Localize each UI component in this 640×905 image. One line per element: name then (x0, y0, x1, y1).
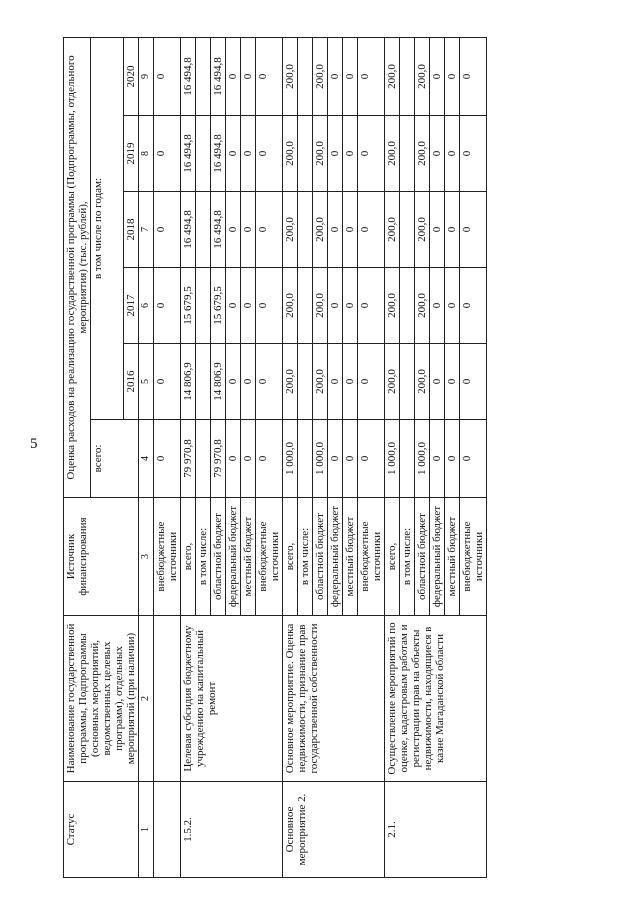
value-cell: 0 (154, 344, 181, 420)
value-cell: 0 (328, 116, 343, 192)
value-cell: 0 (226, 344, 241, 420)
value-cell: 200,0 (283, 344, 298, 420)
status-cell: Основное мероприятие 2. (283, 782, 385, 878)
value-cell: 0 (154, 268, 181, 344)
column-number: 5 (139, 344, 154, 420)
name-cell (154, 616, 181, 782)
carry-over-row (154, 37, 181, 877)
header-year: 2019 (124, 116, 139, 192)
value-cell: 79 970,8 (211, 420, 226, 498)
value-cell: 0 (154, 116, 181, 192)
header-status: Статус (64, 782, 139, 878)
value-cell: 200,0 (415, 344, 430, 420)
value-cell (196, 268, 211, 344)
value-cell: 14 806,9 (181, 344, 196, 420)
column-number-row (139, 37, 154, 877)
value-cell (196, 420, 211, 498)
name-cell: Целевая субсидия бюджетному учреждению на капитальный ремонт (181, 616, 283, 782)
header-year: 2016 (124, 344, 139, 420)
value-cell: 14 806,9 (211, 344, 226, 420)
value-cell: 0 (343, 192, 358, 268)
source-cell: всего, (181, 498, 196, 616)
value-cell: 0 (358, 192, 385, 268)
value-cell: 0 (430, 37, 445, 115)
value-cell: 0 (241, 268, 256, 344)
value-cell: 16 494,8 (181, 116, 196, 192)
value-cell: 0 (154, 37, 181, 115)
value-cell: 0 (460, 116, 487, 192)
value-cell: 0 (328, 420, 343, 498)
value-cell (298, 192, 313, 268)
value-cell: 0 (256, 268, 283, 344)
value-cell: 0 (256, 116, 283, 192)
value-cell: 0 (241, 192, 256, 268)
value-cell: 0 (226, 116, 241, 192)
value-cell: 200,0 (283, 116, 298, 192)
table-row (283, 37, 298, 877)
value-cell: 200,0 (385, 116, 400, 192)
table-row (181, 37, 196, 877)
value-cell: 200,0 (313, 268, 328, 344)
status-cell: 1.5.2. (181, 782, 283, 878)
value-cell: 16 494,8 (211, 37, 226, 115)
value-cell: 0 (358, 268, 385, 344)
value-cell (400, 37, 415, 115)
value-cell: 0 (328, 37, 343, 115)
value-cell: 0 (445, 116, 460, 192)
value-cell: 200,0 (385, 344, 400, 420)
source-cell: местный бюджет (445, 498, 460, 616)
value-cell: 0 (256, 192, 283, 268)
value-cell: 200,0 (313, 116, 328, 192)
source-cell: в том числе: (298, 498, 313, 616)
budget-table (63, 37, 487, 878)
value-cell: 0 (241, 420, 256, 498)
value-cell: 0 (343, 420, 358, 498)
value-cell: 0 (460, 268, 487, 344)
value-cell: 16 494,8 (181, 37, 196, 115)
value-cell: 0 (358, 344, 385, 420)
value-cell (400, 116, 415, 192)
value-cell: 15 679,5 (211, 268, 226, 344)
value-cell: 0 (256, 344, 283, 420)
value-cell: 0 (241, 116, 256, 192)
value-cell (196, 344, 211, 420)
value-cell: 0 (430, 420, 445, 498)
header-year: 2017 (124, 268, 139, 344)
source-cell: внебюджетные источники (256, 498, 283, 616)
value-cell: 0 (256, 37, 283, 115)
name-cell: Осуществление мероприятий по оценке, кадастровым работам и регистрации прав на объекты недвижимости, находящиеся в казне Магаданской области (385, 616, 487, 782)
page-number: 5 (30, 436, 38, 452)
source-cell: федеральный бюджет (328, 498, 343, 616)
source-cell: внебюджетные источники (358, 498, 385, 616)
header-estimate: Оценка расходов на реализацию государственной программы (Подпрограммы, отдельного мероприятия) (тыс. рублей), (64, 37, 91, 497)
source-cell: областной бюджет (415, 498, 430, 616)
value-cell (400, 192, 415, 268)
value-cell: 200,0 (385, 37, 400, 115)
value-cell: 200,0 (415, 192, 430, 268)
value-cell: 0 (154, 420, 181, 498)
value-cell (196, 37, 211, 115)
column-number: 4 (139, 420, 154, 498)
header-by-years: в том числе по годам: (91, 37, 124, 419)
rotated-page (63, 38, 553, 878)
header-total: всего: (91, 420, 139, 498)
source-cell: федеральный бюджет (226, 498, 241, 616)
value-cell: 0 (445, 37, 460, 115)
value-cell (298, 116, 313, 192)
value-cell (196, 192, 211, 268)
value-cell: 0 (328, 268, 343, 344)
value-cell: 1 000,0 (283, 420, 298, 498)
header-source: Источник финансирования (64, 498, 139, 616)
value-cell: 0 (343, 116, 358, 192)
value-cell (196, 116, 211, 192)
value-cell: 16 494,8 (181, 192, 196, 268)
value-cell: 0 (241, 344, 256, 420)
source-cell: внебюджетные источники (460, 498, 487, 616)
value-cell: 200,0 (313, 37, 328, 115)
value-cell: 0 (343, 344, 358, 420)
header-name: Наименование государственной программы, Подпрограммы (основных мероприятий, ведомственных целевых программ), отдельных мероприятий (при наличии) (64, 616, 139, 782)
column-number: 6 (139, 268, 154, 344)
value-cell: 200,0 (283, 192, 298, 268)
value-cell: 0 (328, 344, 343, 420)
value-cell: 0 (154, 192, 181, 268)
source-cell: областной бюджет (211, 498, 226, 616)
table-row (385, 37, 400, 877)
value-cell: 0 (430, 344, 445, 420)
value-cell: 79 970,8 (181, 420, 196, 498)
name-cell: Основное мероприятие. Оценка недвижимости, признание прав государственной собственности (283, 616, 385, 782)
value-cell: 0 (460, 420, 487, 498)
value-cell: 0 (445, 268, 460, 344)
value-cell: 1 000,0 (385, 420, 400, 498)
status-cell: 2.1. (385, 782, 487, 878)
value-cell: 0 (445, 344, 460, 420)
value-cell: 16 494,8 (211, 116, 226, 192)
value-cell: 0 (328, 192, 343, 268)
source-cell: внебюджетные источники (154, 498, 181, 616)
value-cell: 16 494,8 (211, 192, 226, 268)
value-cell: 1 000,0 (313, 420, 328, 498)
value-cell: 200,0 (283, 268, 298, 344)
value-cell: 0 (430, 116, 445, 192)
status-cell (154, 782, 181, 878)
value-cell (298, 37, 313, 115)
table-body (139, 37, 487, 877)
value-cell (400, 344, 415, 420)
value-cell (400, 268, 415, 344)
value-cell: 200,0 (313, 192, 328, 268)
header-year: 2020 (124, 37, 139, 115)
value-cell: 200,0 (385, 268, 400, 344)
value-cell: 0 (445, 192, 460, 268)
source-cell: в том числе: (196, 498, 211, 616)
value-cell: 0 (445, 420, 460, 498)
value-cell: 0 (256, 420, 283, 498)
value-cell: 0 (343, 37, 358, 115)
column-number: 2 (139, 616, 154, 782)
value-cell: 200,0 (415, 37, 430, 115)
value-cell: 0 (343, 268, 358, 344)
value-cell: 0 (460, 192, 487, 268)
value-cell: 0 (226, 268, 241, 344)
value-cell: 0 (460, 37, 487, 115)
source-cell: всего, (283, 498, 298, 616)
source-cell: в том числе: (400, 498, 415, 616)
value-cell (298, 420, 313, 498)
value-cell: 200,0 (385, 192, 400, 268)
value-cell: 200,0 (283, 37, 298, 115)
column-number: 8 (139, 116, 154, 192)
value-cell: 15 679,5 (181, 268, 196, 344)
value-cell: 200,0 (415, 268, 430, 344)
value-cell: 0 (226, 37, 241, 115)
value-cell (400, 420, 415, 498)
value-cell: 200,0 (313, 344, 328, 420)
value-cell: 0 (460, 344, 487, 420)
value-cell: 0 (241, 37, 256, 115)
table-header (64, 37, 139, 877)
column-number: 3 (139, 498, 154, 616)
value-cell: 0 (226, 420, 241, 498)
source-cell: местный бюджет (241, 498, 256, 616)
column-number: 1 (139, 782, 154, 878)
value-cell: 0 (358, 37, 385, 115)
value-cell: 200,0 (415, 116, 430, 192)
value-cell: 1 000,0 (415, 420, 430, 498)
header-year: 2018 (124, 192, 139, 268)
source-cell: местный бюджет (343, 498, 358, 616)
value-cell: 0 (226, 192, 241, 268)
value-cell: 0 (430, 192, 445, 268)
column-number: 7 (139, 192, 154, 268)
source-cell: областной бюджет (313, 498, 328, 616)
source-cell: всего, (385, 498, 400, 616)
value-cell (298, 344, 313, 420)
value-cell: 0 (358, 116, 385, 192)
value-cell: 0 (358, 420, 385, 498)
value-cell: 0 (430, 268, 445, 344)
value-cell (298, 268, 313, 344)
source-cell: федеральный бюджет (430, 498, 445, 616)
column-number: 9 (139, 37, 154, 115)
